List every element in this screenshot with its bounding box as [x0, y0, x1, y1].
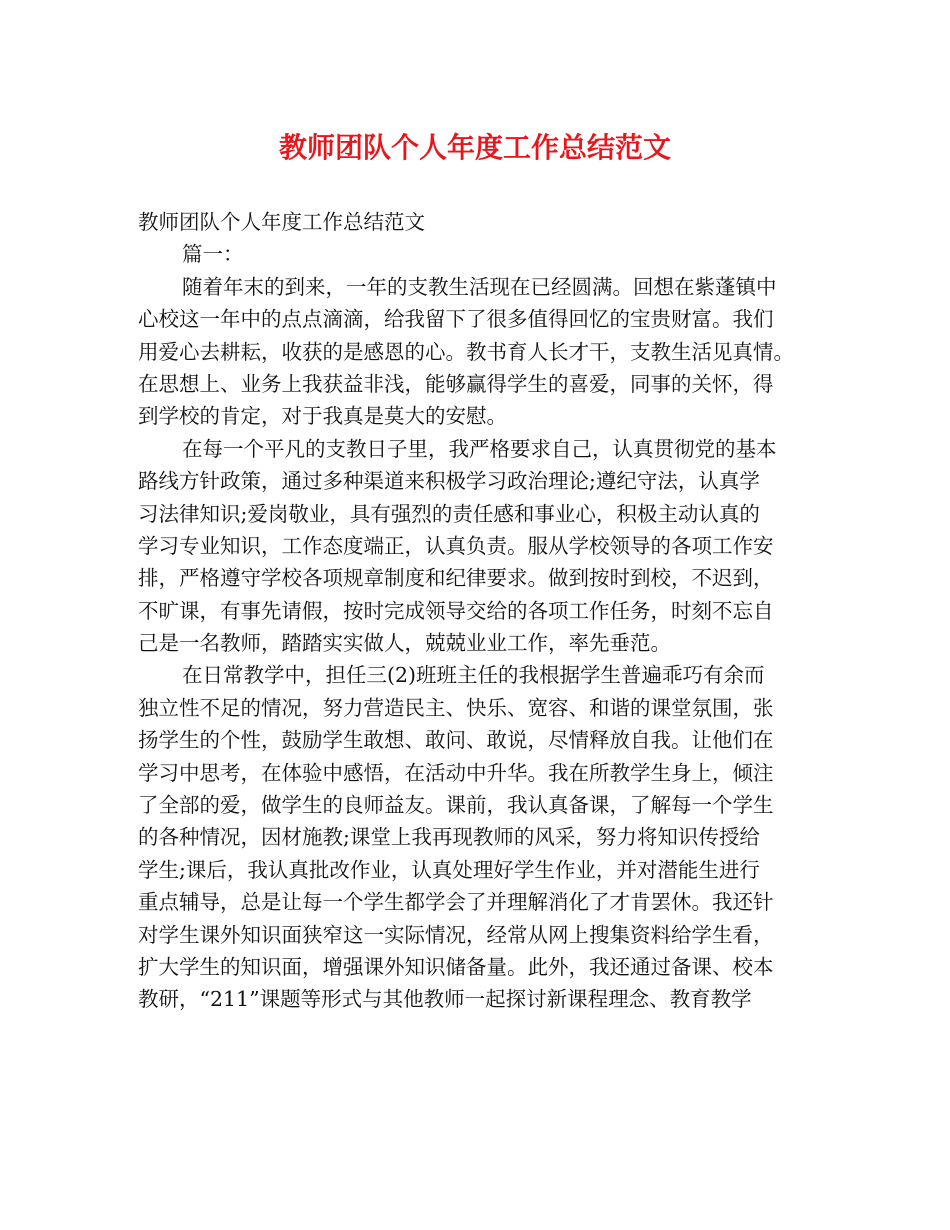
paragraph-line: 路线方针政策，通过多种渠道来积极学习政治理论;遵纪守法，认真学 [138, 469, 760, 494]
paragraph-line: 教研，“211”课题等形式与其他教师一起探讨新课程理念、教育教学 [138, 987, 752, 1012]
document-title: 教师团队个人年度工作总结范文 [278, 131, 671, 164]
paragraph-line: 学习中思考，在体验中感悟，在活动中升华。我在所教学生身上，倾注 [138, 760, 774, 785]
paragraph-line: 扬学生的个性，鼓励学生敢想、敢问、敢说，尽情释放自我。让他们在 [138, 728, 774, 753]
paragraph-line: 用爱心去耕耘，收获的是感恩的心。教书育人长才干，支教生活见真情。 [138, 339, 794, 364]
paragraph-line: 了全部的爱，做学生的良师益友。课前，我认真备课，了解每一个学生 [138, 793, 774, 818]
paragraph-line: 在日常教学中，担任三(2)班班主任的我根据学生普遍乖巧有余而 [182, 663, 765, 688]
paragraph-line: 心校这一年中的点点滴滴，给我留下了很多值得回忆的宝贵财富。我们 [138, 307, 774, 332]
paragraph-line: 独立性不足的情况，努力营造民主、快乐、宽容、和谐的课堂氛围，张 [138, 695, 774, 720]
document-body [138, 206, 818, 1016]
paragraph-line: 的各种情况，因材施教;课堂上我再现教师的风采，努力将知识传授给 [138, 825, 760, 850]
paragraph-line: 在思想上、业务上我获益非浅，能够赢得学生的喜爱，同事的关怀，得 [138, 371, 774, 396]
paragraph-line: 习法律知识;爱岗敬业，具有强烈的责任感和事业心，积极主动认真的 [138, 501, 760, 526]
paragraph-line: 学生;课后，我认真批改作业，认真处理好学生作业，并对潜能生进行 [138, 857, 760, 882]
paragraph-line: 扩大学生的知识面，增强课外知识储备量。此外，我还通过备课、校本 [138, 954, 774, 979]
paragraph-line: 重点辅导，总是让每一个学生都学会了并理解消化了才肯罢休。我还针 [138, 890, 774, 915]
paragraph-line: 在每一个平凡的支教日子里，我严格要求自己，认真贯彻党的基本 [182, 436, 777, 461]
section-label-line: 篇一： [182, 242, 244, 267]
paragraph-line: 对学生课外知识面狭窄这一实际情况，经常从网上搜集资料给学生看， [138, 922, 774, 947]
paragraph-line: 己是一名教师，踏踏实实做人，兢兢业业工作，率先垂范。 [138, 631, 671, 656]
paragraph-line: 随着年末的到来，一年的支教生活现在已经圆满。回想在紫蓬镇中 [182, 274, 777, 299]
body-heading-line: 教师团队个人年度工作总结范文 [138, 210, 425, 234]
paragraph-line: 不旷课，有事先请假，按时完成领导交给的各项工作任务，时刻不忘自 [138, 598, 774, 623]
paragraph-line: 排，严格遵守学校各项规章制度和纪律要求。做到按时到校，不迟到， [138, 566, 774, 591]
paragraph-line: 到学校的肯定，对于我真是莫大的安慰。 [138, 404, 507, 429]
paragraph-line: 学习专业知识，工作态度端正，认真负责。服从学校领导的各项工作安 [138, 533, 774, 558]
